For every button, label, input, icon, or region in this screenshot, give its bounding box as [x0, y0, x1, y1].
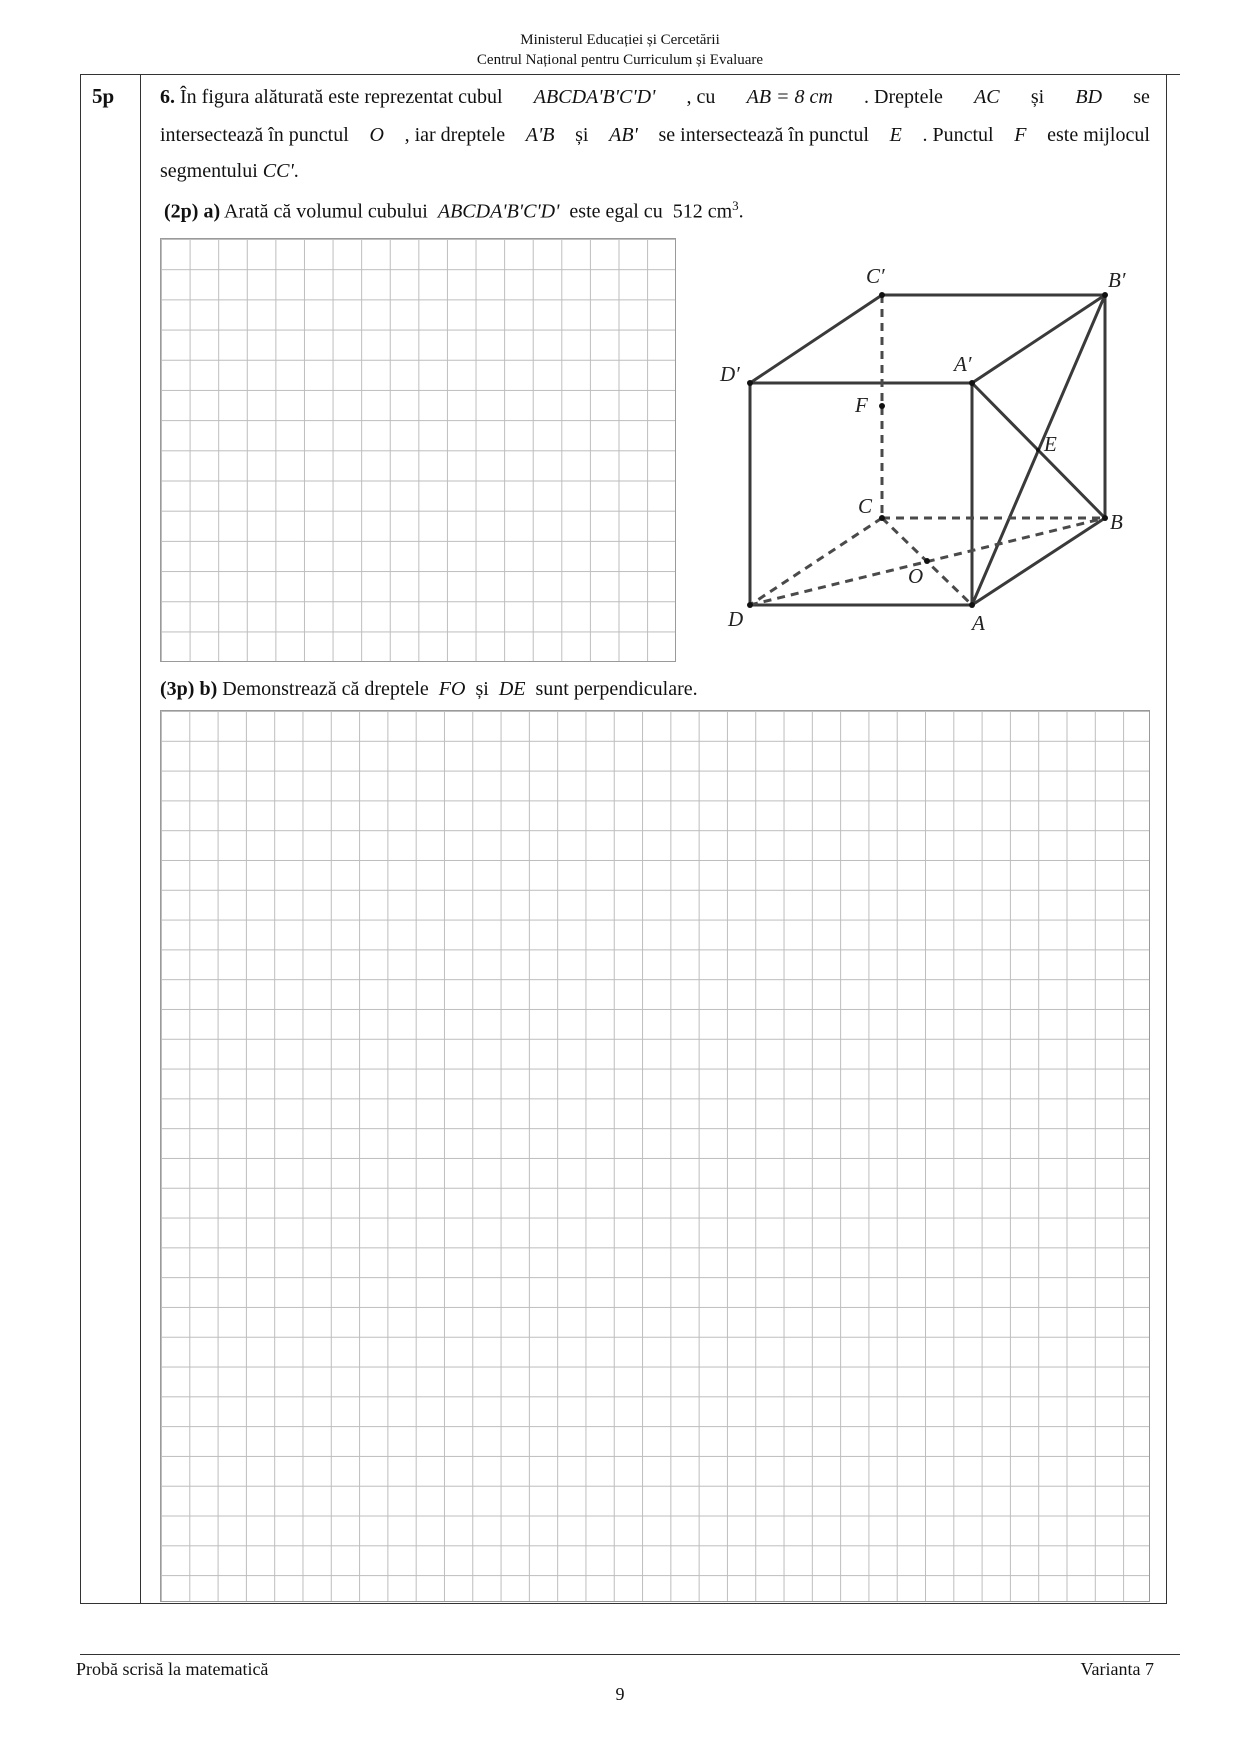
problem-line-1: [160, 86, 1150, 109]
point-f: F: [1014, 124, 1027, 146]
label-c1: C′: [866, 264, 885, 288]
answer-grid-a[interactable]: [160, 238, 676, 662]
column-separator: [140, 74, 141, 1604]
label-o: O: [908, 564, 924, 588]
label-b1: B′: [1108, 268, 1126, 292]
segment-ccp: CC': [262, 160, 294, 182]
problem-line-3: [160, 160, 299, 183]
text-segment: este egal cu: [569, 200, 663, 223]
points-label: 5p: [92, 84, 115, 108]
edge-c1d1: [750, 295, 882, 383]
volume-exponent: 3: [732, 198, 739, 213]
label-a1: A′: [954, 352, 972, 376]
line-bd: BD: [1075, 86, 1103, 108]
footer-rule: [80, 1654, 1180, 1655]
line-ac: AC: [974, 86, 1000, 108]
label-d1: D′: [720, 362, 740, 386]
point-o: O: [369, 124, 384, 146]
label-d: D: [728, 607, 744, 631]
text-segment: și: [1030, 86, 1045, 108]
header-center: Centrul Național pentru Curriculum și Evaluare: [476, 52, 764, 68]
part-a-points: (2p): [164, 200, 199, 223]
part-b-letter: b): [199, 678, 218, 700]
volume-value: 512 cm: [672, 200, 733, 223]
text-segment: .: [293, 160, 299, 182]
header-ministry: Ministerul Educației și Cercetării: [520, 32, 720, 48]
edge-cd: [750, 518, 882, 605]
ab-equation: AB = 8 cm: [746, 86, 833, 108]
text-segment: se: [1133, 86, 1150, 108]
text-segment: .: [738, 200, 744, 223]
line-fo: FO: [438, 678, 466, 700]
cube-name: ABCDA'B'C'D': [437, 200, 560, 223]
text-segment: se intersectează în punctul: [658, 124, 869, 146]
text-segment: În figura alăturată este reprezentat cubul: [180, 86, 503, 108]
line-de: DE: [498, 678, 526, 700]
label-a: A: [972, 611, 985, 635]
text-segment: este mijlocul: [1047, 124, 1150, 146]
line-apb: A'B: [525, 124, 555, 146]
text-segment: și: [575, 124, 589, 146]
text-segment: și: [475, 678, 489, 700]
part-b-points: (3p): [160, 678, 195, 700]
part-b-statement: [160, 678, 698, 701]
text-segment: Arată că volumul cubului: [224, 200, 428, 223]
line-abp: AB': [609, 124, 638, 146]
text-segment: , iar dreptele: [404, 124, 506, 146]
text-segment: . Punctul: [922, 124, 994, 146]
footer-variant: Varianta 7: [1080, 1659, 1154, 1679]
part-a-letter: a): [203, 200, 221, 223]
page-number: 9: [615, 1684, 625, 1704]
text-segment: sunt perpendiculare.: [535, 678, 698, 700]
text-segment: Demonstrează că dreptele: [222, 678, 429, 700]
text-segment: intersectează în punctul: [160, 124, 349, 146]
text-segment: segmentului: [160, 160, 258, 182]
label-e: E: [1044, 432, 1057, 456]
problem-number: 6.: [160, 86, 175, 108]
text-segment: , cu: [686, 86, 716, 108]
label-b: B: [1110, 510, 1123, 534]
footer-exam-title: Probă scrisă la matematică: [76, 1659, 269, 1679]
label-c: C: [858, 494, 873, 518]
part-a-statement: [164, 198, 744, 224]
answer-grid-b[interactable]: [160, 710, 1150, 1602]
point-e: E: [889, 124, 902, 146]
text-segment: . Dreptele: [864, 86, 943, 108]
problem-line-2: [160, 124, 1150, 147]
label-f: F: [855, 393, 868, 417]
cube-name: ABCDA'B'C'D': [533, 86, 656, 108]
cube-figure: [700, 250, 1140, 640]
